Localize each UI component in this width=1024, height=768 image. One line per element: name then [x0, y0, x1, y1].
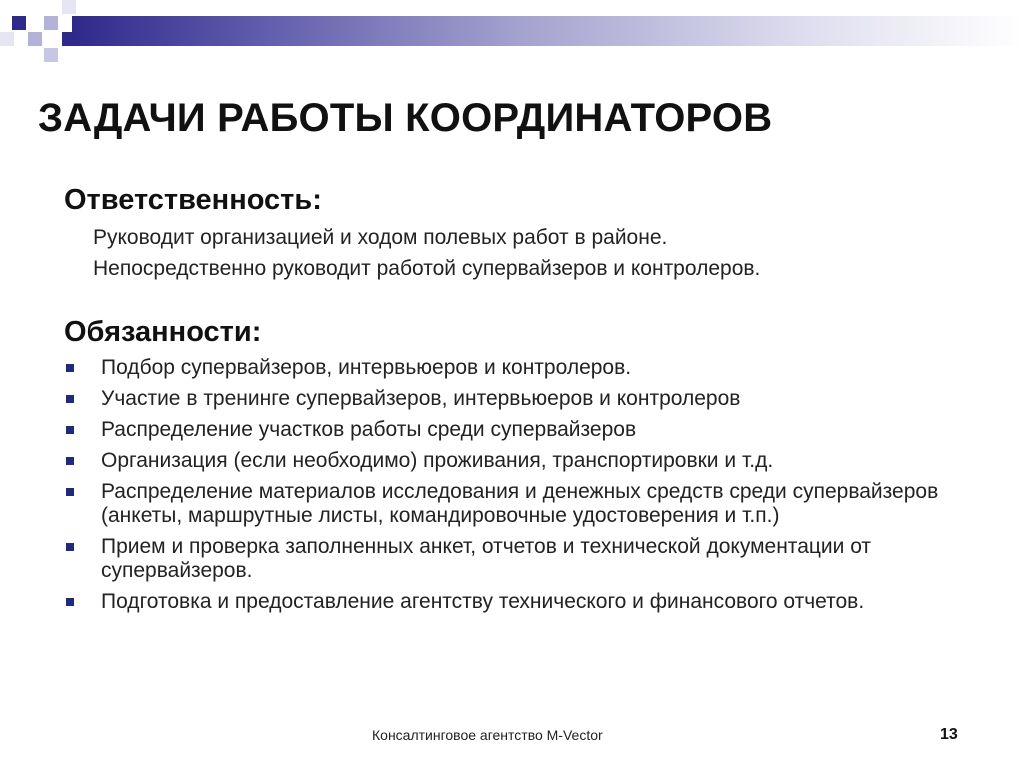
duty-text: Участие в тренинге супервайзеров, интервьюеров и контролеров	[101, 387, 741, 410]
duty-item	[64, 449, 964, 473]
square-bullet-icon	[66, 364, 74, 372]
duty-text: Подбор супервайзеров, интервьюеров и контролеров.	[101, 356, 632, 379]
square-bullet-icon	[66, 395, 74, 403]
responsibility-heading: Ответственность:	[64, 184, 322, 216]
square-bullet-icon	[66, 457, 74, 465]
duty-item	[64, 418, 964, 442]
duty-item	[64, 356, 964, 380]
decor-square	[44, 48, 58, 62]
duties-heading: Обязанности:	[64, 316, 262, 348]
square-bullet-icon	[66, 488, 74, 496]
duties-list	[64, 356, 964, 621]
duty-text: Прием и проверка заполненных анкет, отчетов и технической документации от супервайзеров.	[101, 535, 872, 582]
decor-square	[44, 16, 58, 30]
responsibility-line: Руководит организацией и ходом полевых работ в районе.	[93, 226, 668, 249]
duty-item	[64, 480, 964, 528]
footer-text: Консалтинговое агентство M-Vector	[372, 727, 603, 743]
page-number: 13	[940, 726, 958, 743]
decor-square	[62, 32, 76, 46]
header-gradient-banner	[72, 16, 1024, 46]
duty-text: Распределение участков работы среди супервайзеров	[101, 418, 637, 441]
duty-text: Распределение материалов исследования и денежных средств среди супервайзеров (анкеты, маршрутные листы, командировочные удостоверения и т.п.)	[101, 480, 939, 527]
square-bullet-icon	[66, 598, 74, 606]
duty-text: Организация (если необходимо) проживания, транспортировки и т.д.	[101, 449, 774, 472]
slide-title: ЗАДАЧИ РАБОТЫ КООРДИНАТОРОВ	[38, 96, 773, 140]
decor-square	[12, 16, 26, 30]
duty-item	[64, 535, 964, 583]
square-bullet-icon	[66, 543, 74, 551]
decor-square	[0, 32, 14, 46]
square-bullet-icon	[66, 426, 74, 434]
decor-square	[28, 32, 42, 46]
duty-item	[64, 387, 964, 411]
responsibility-line: Непосредственно руководит работой супервайзеров и контролеров.	[93, 257, 761, 280]
decor-square	[62, 0, 76, 14]
duty-item	[64, 590, 964, 614]
duty-text: Подготовка и предоставление агентству технического и финансового отчетов.	[101, 590, 865, 613]
